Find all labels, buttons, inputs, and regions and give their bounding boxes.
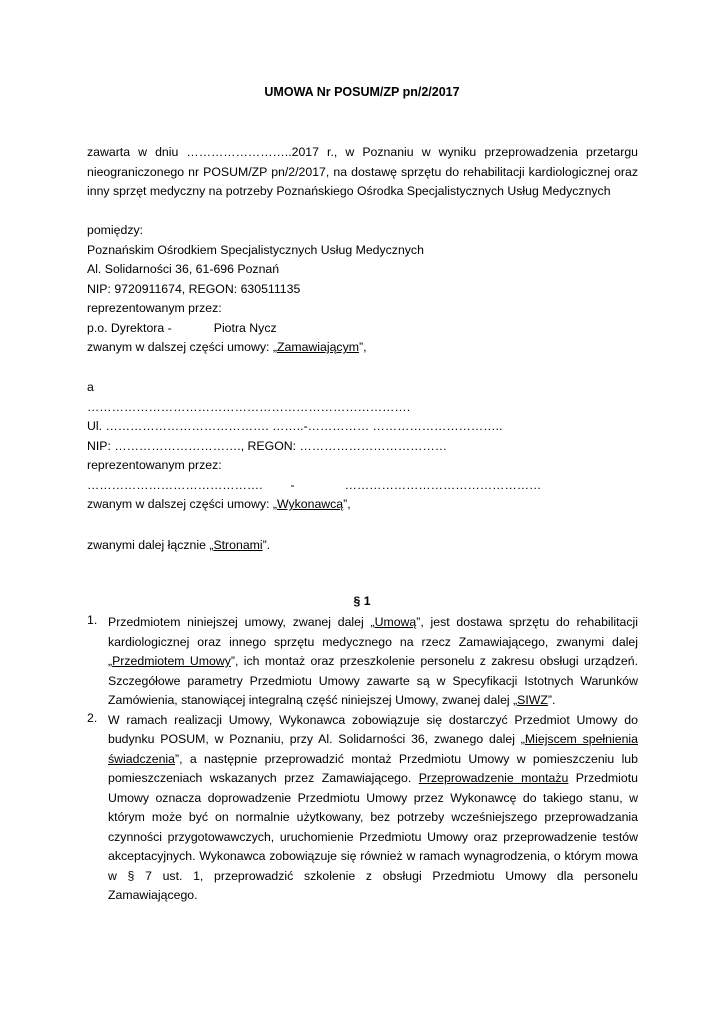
text: ”. — [547, 693, 556, 707]
stronami-line — [87, 536, 638, 556]
text: budynku POSUM, w Poznaniu, przy Al. Solidarności 36, zwanego dalej „ — [108, 732, 525, 746]
ordering-party-name: Poznańskim Ośrodkiem Specjalistycznych Usług Medycznych — [87, 242, 424, 257]
between-label: pomiędzy: — [87, 223, 144, 237]
defined-term-zamawiajacy: Zamawiającym — [276, 340, 359, 354]
represented-label: reprezentowanym przez: — [87, 301, 222, 315]
defined-term-przedmiot: Przedmiotem Umowy — [112, 654, 231, 668]
item-line: kardiologicznej oraz innego sprzętu medycznego na rzecz Zamawiającego, zwanymi dalej — [108, 634, 638, 649]
stronami-suffix: ”. — [262, 538, 271, 552]
item-line: W ramach realizacji Umowy, Wykonawca zobowiązuje się dostarczyć Przedmiot Umowy do — [108, 712, 638, 727]
text: „ — [108, 654, 113, 668]
intro-paragraph — [87, 143, 638, 202]
parties-collective-line — [87, 536, 638, 556]
contractor-rep-line — [87, 476, 638, 496]
and-label: a — [87, 380, 94, 394]
text: ”, ich montaż oraz przeszkolenie personelu z zakresu obsługi urządzeń. — [230, 654, 638, 668]
defined-term-swiadczenie: świadczenia — [108, 751, 175, 766]
defined-term-strony: Stronami — [213, 538, 263, 552]
ordering-party-called — [87, 338, 638, 358]
item-number: 1. — [87, 613, 98, 627]
defined-term-siwz: SIWZ — [517, 693, 548, 707]
section-items — [87, 613, 639, 902]
item-line — [108, 613, 638, 633]
contract-title: UMOWA Nr POSUM/ZP pn/2/2017 — [264, 85, 460, 99]
called-suffix: ”, — [358, 340, 367, 354]
defined-term-wykonawca: Wykonawcą — [276, 497, 344, 511]
item-line: Szczegółowe parametry Przedmiotu Umowy zawarte są w Specyfikacji Istotnych Warunków — [108, 673, 638, 688]
item-2 — [87, 710, 639, 902]
ordering-party-address: Al. Solidarności 36, 61-696 Poznań — [87, 262, 280, 276]
intro-line: nieograniczonego nr POSUM/ZP pn/2/2017, na dostawę sprzętu do rehabilitacji kardiologicznej oraz — [87, 164, 638, 179]
contractor-block — [87, 378, 638, 515]
text: Przedmiotu — [568, 771, 639, 785]
text: Zamówienia, stanowiącej integralną część niniejszej Umowy, zwanej dalej „ — [108, 693, 518, 707]
defined-term-montaz: Przeprowadzenie montażu — [418, 771, 569, 785]
item-number: 2. — [87, 710, 98, 725]
item-line — [108, 750, 638, 770]
item-line: którym może być on normalnie użytkowany, bez potrzeby wcześniejszego przeprowadzania — [108, 810, 638, 824]
item-line: czynności przygotowawczych, uruchomienie Przedmiotu Umowy oraz przeprowadzenie testów — [108, 829, 638, 844]
rep-dash: - — [290, 477, 295, 492]
contractor-ids-blank: NIP: …………………………., REGON: ……………………………… — [87, 438, 448, 453]
item-line — [108, 769, 638, 789]
item-line: Umowy oznacza doprowadzenie Przedmiotu Umowy przez Wykonawcę do takiego stanu, w — [108, 790, 638, 805]
representative-name: Piotra Nycz — [213, 320, 277, 335]
item-line — [108, 652, 638, 672]
stronami-prefix: zwanymi dalej łącznie „ — [87, 538, 214, 552]
called-prefix: zwanym w dalszej części umowy: „ — [87, 340, 277, 354]
text: ”, a następnie przeprowadzić montaż Przedmiotu Umowy w pomieszczeniu lub — [175, 751, 638, 766]
representative-role: p.o. Dyrektora - — [87, 320, 172, 335]
item-line — [108, 730, 638, 750]
rep-blank-1: ……………………………………. — [87, 477, 263, 492]
contractor-called — [87, 495, 638, 515]
item-line — [108, 691, 638, 711]
contractor-name-blank: ……………………………………………………………………. — [87, 399, 411, 414]
item-line: akceptacyjnych. Wykonawca zobowiązuje się również w ramach wynagrodzenia, o którym mowa — [108, 849, 638, 863]
text: ”, jest dostawa sprzętu do rehabilitacji — [416, 615, 638, 629]
item-line: w § 7 ust. 1, przeprowadzić szkolenie z obsługi Przedmiotu Umowy dla personelu Zamawiającego. — [108, 868, 638, 902]
intro-line: inny sprzęt medyczny na potrzeby Poznańskiego Ośrodka Specjalistycznych Usług Medycznych — [87, 184, 611, 198]
defined-term-miejsce: Miejscem spełnienia — [524, 732, 638, 746]
called-suffix: ”, — [343, 497, 351, 511]
intro-line: zawarta w dniu ……………………..2017 r., w Poznaniu w wyniku przeprowadzenia przetargu — [87, 145, 638, 159]
representative-line — [87, 319, 638, 339]
ordering-party-block — [87, 221, 638, 358]
text: pomieszczeniach wskazanych przez Zamawiającego. — [108, 771, 419, 785]
item-1 — [87, 613, 638, 711]
called-prefix: zwanym w dalszej części umowy: „ — [87, 497, 277, 511]
defined-term-umowa: Umową — [374, 615, 417, 629]
text: Przedmiotem niniejszej umowy, zwanej dalej „ — [108, 615, 375, 629]
contractor-represented-label: reprezentowanym przez: — [87, 458, 222, 472]
contractor-street-blank: Ul. …………………………………. ……..-…………… ………………………….. — [87, 419, 503, 433]
ordering-party-ids: NIP: 9720911674, REGON: 630511135 — [87, 281, 301, 296]
section-heading: § 1 — [353, 594, 371, 608]
rep-blank-2: ………………………………………… — [344, 477, 542, 492]
